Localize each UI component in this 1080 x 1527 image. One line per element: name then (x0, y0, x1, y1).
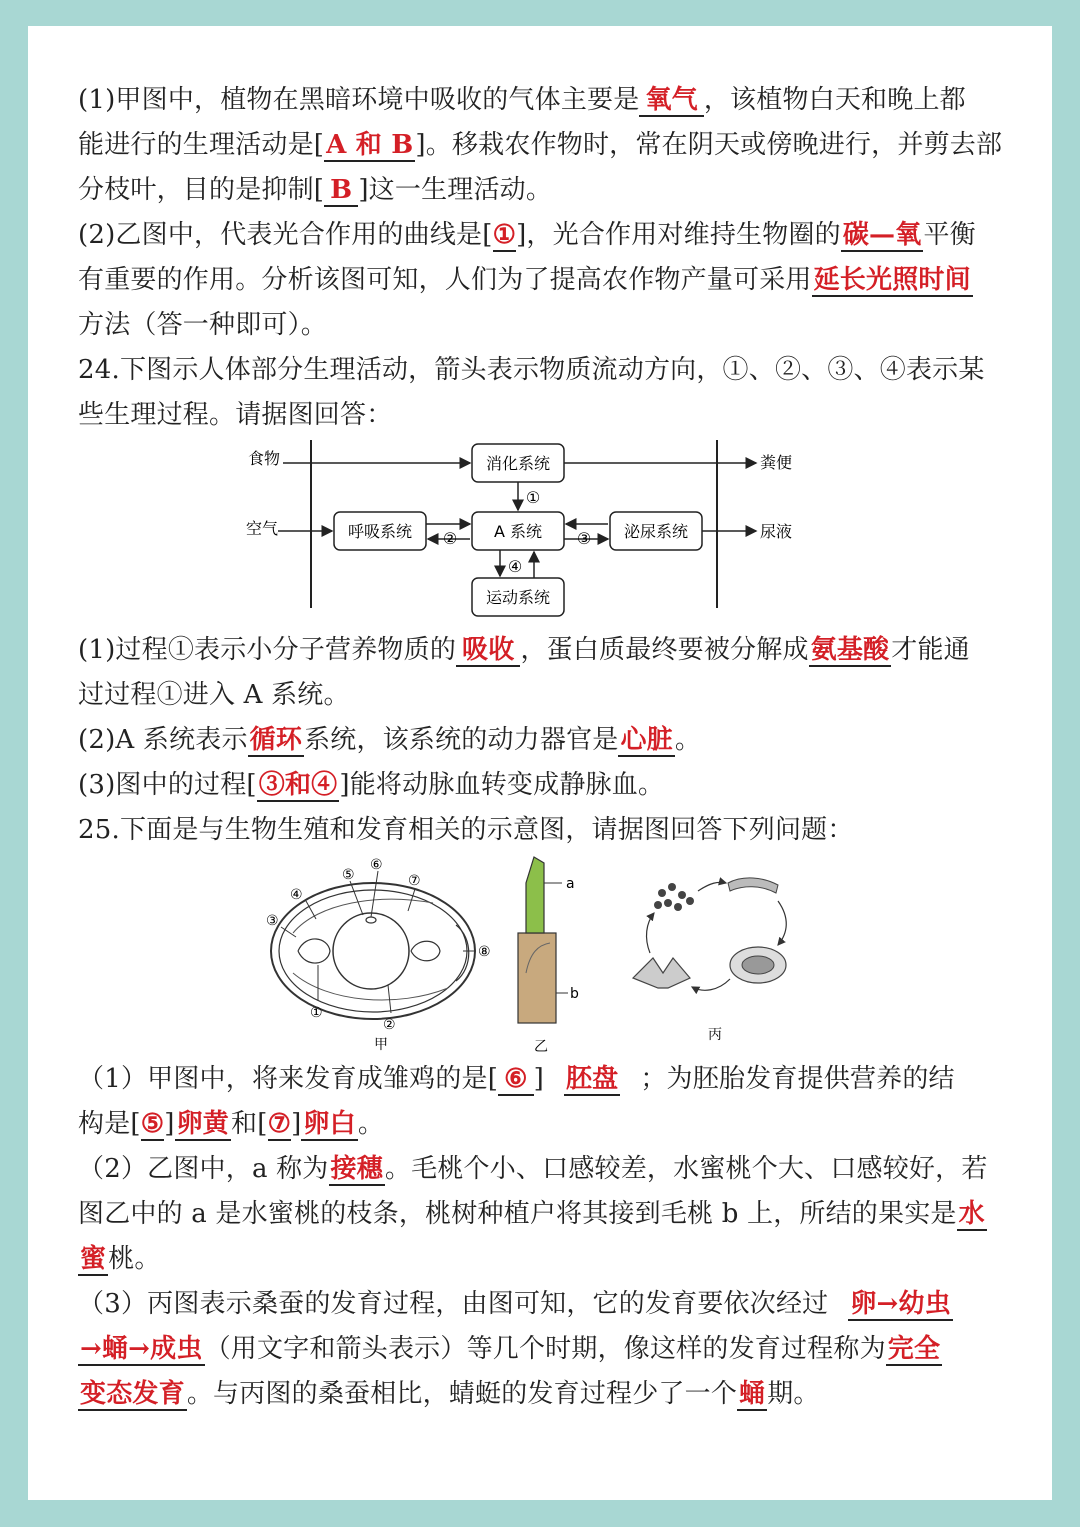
label-1: ① (310, 1005, 323, 1021)
answer-blank: 氧气 (639, 85, 703, 117)
answer-blank: 延长光照时间 (813, 265, 971, 295)
flow-diagram-svg (78, 440, 1008, 620)
text: 。 (357, 1109, 385, 1139)
text: ] (533, 1064, 544, 1094)
figures-svg (78, 853, 1008, 1053)
label-b: b (570, 986, 579, 1002)
cycle-arrow (692, 979, 730, 990)
q25-stem-line (78, 808, 1008, 853)
q25-p3-line3 (78, 1372, 1008, 1417)
digestive-system-label: 消化系统 (485, 454, 551, 473)
answer-blank: 蜜 (80, 1244, 107, 1274)
text: ]能将动脉血转变成静脉血。 (339, 770, 665, 800)
egg-diagram (266, 857, 491, 1053)
answer-blank: 心脏 (620, 725, 673, 755)
urine-label: 尿液 (760, 522, 793, 541)
pupa (742, 956, 774, 974)
text: ] (164, 1109, 175, 1139)
q24-p2-line (78, 718, 1008, 763)
reproduction-figures (78, 853, 1008, 1053)
cycle-arrow (698, 882, 726, 891)
adult-moth (633, 958, 690, 988)
q25-p2-line3 (78, 1237, 1008, 1282)
text: (1)过程①表示小分子营养物质的 (78, 635, 457, 665)
text: （2）乙图中，a 称为 (78, 1154, 329, 1184)
text: 构是[ (78, 1109, 141, 1139)
text: 平衡 (923, 220, 976, 250)
rootstock (518, 933, 556, 1023)
a-system-label: A 系统 (493, 522, 543, 541)
q24-p1-line1 (78, 628, 1008, 673)
label-8: ⑧ (478, 944, 491, 960)
text: 有重要的作用。分析该图可知，人们为了提高农作物产量可采用 (78, 265, 812, 295)
q23-p1-line2 (78, 123, 1008, 168)
q25-p2-line1 (78, 1147, 1008, 1192)
q23-p1-line1 (78, 78, 1008, 123)
text: ]。移栽农作物时，常在阴天或傍晚进行，并剪去部 (415, 130, 1003, 160)
figure-label-bing: 丙 (708, 1027, 722, 1043)
worksheet-content (78, 78, 1008, 1417)
motor-system-label: 运动系统 (485, 588, 551, 607)
larva (728, 878, 778, 893)
circle-1-label: ① (525, 488, 541, 507)
text: ] (291, 1109, 302, 1139)
scion (526, 857, 544, 933)
answer-blank: B (324, 175, 358, 207)
text: 期。 (767, 1379, 820, 1409)
circle-3-label: ③ (576, 529, 592, 548)
q23-p2-line1 (78, 213, 1008, 258)
answer-blank: A 和 B (326, 130, 414, 160)
answer-blank: 蛹 (739, 1379, 766, 1409)
answer-blank: ① (492, 220, 517, 250)
figure-label-jia: 甲 (374, 1037, 388, 1053)
label-4: ④ (290, 887, 303, 903)
answer-blank: ⑥ (498, 1064, 534, 1096)
text: (1)甲图中，植物在黑暗环境中吸收的气体主要是 (78, 85, 640, 115)
text: (2)乙图中，代表光合作用的曲线是[ (78, 220, 493, 250)
text: 方法（答一种即可）。 (78, 310, 328, 340)
answer-blank: 卵白 (303, 1109, 356, 1139)
q24-p3-line (78, 763, 1008, 808)
answer-blank: 水 (958, 1199, 985, 1229)
q25-p1-line1 (78, 1057, 1008, 1102)
cycle-arrow (647, 913, 654, 953)
q25-p3-line2 (78, 1327, 1008, 1372)
q25-p2-line2 (78, 1192, 1008, 1237)
silkworm-lifecycle-diagram (633, 878, 786, 1043)
q25-p1-line2 (78, 1102, 1008, 1147)
respiratory-system-label: 呼吸系统 (347, 522, 413, 541)
question-stem: 24.下图示人体部分生理活动，箭头表示物质流动方向，①、②、③、④表示某 (78, 355, 985, 385)
text: 分枝叶，目的是抑制[ (78, 175, 325, 205)
label-5: ⑤ (342, 867, 355, 883)
text: （用文字和箭头表示）等几个时期，像这样的发育过程称为 (204, 1334, 886, 1364)
text: 才能通 (891, 635, 970, 665)
answer-blank: 氨基酸 (810, 635, 890, 665)
graft-diagram (518, 857, 579, 1053)
text: 图乙中的 a 是水蜜桃的枝条，桃树种植户将其接到毛桃 b 上，所结的果实是 (78, 1199, 957, 1229)
text: 。 (674, 725, 702, 755)
urinary-system-label: 泌尿系统 (623, 522, 689, 541)
answer-blank: 循环 (249, 725, 303, 755)
text: （1）甲图中，将来发育成雏鸡的是[ (78, 1064, 499, 1094)
text: 系统，该系统的动力器官是 (304, 725, 619, 755)
eggs-cluster (654, 883, 694, 911)
label-3: ③ (266, 913, 279, 929)
answer-blank: 胚盘 (565, 1064, 619, 1094)
text: ]这一生理活动。 (358, 175, 553, 205)
answer-blank: 碳—氧 (842, 220, 922, 250)
q24-stem-line1 (78, 348, 1008, 393)
air-label: 空气 (246, 519, 279, 538)
text: （3）丙图表示桑蚕的发育过程，由图可知，它的发育要依次经过 (78, 1289, 829, 1319)
yolk (333, 913, 409, 989)
label-6: ⑥ (370, 857, 383, 873)
answer-blank: ⑦ (267, 1109, 292, 1139)
text: (3)图中的过程[ (78, 770, 257, 800)
q24-stem-line2 (78, 393, 1008, 438)
text: ；为胚胎发育提供营养的结 (640, 1064, 955, 1094)
food-label: 食物 (248, 449, 281, 468)
page-card (28, 26, 1052, 1500)
text: 。毛桃个小、口感较差，水蜜桃个大、口感较好，若 (384, 1154, 988, 1184)
answer-blank: 卵黄 (176, 1109, 230, 1139)
text: 过过程①进入 A 系统。 (78, 680, 350, 710)
q23-p2-line3 (78, 303, 1008, 348)
circle-2-label: ② (442, 529, 458, 548)
text: 桃。 (108, 1244, 161, 1274)
q24-p1-line2 (78, 673, 1008, 718)
q23-p1-line3 (78, 168, 1008, 213)
question-stem: 25.下面是与生物生殖和发育相关的示意图，请据图回答下列问题： (78, 815, 854, 845)
answer-blank: 完全 (887, 1334, 941, 1364)
figure-label-yi: 乙 (534, 1039, 548, 1053)
text: (2)A 系统表示 (78, 725, 248, 755)
text: 。与丙图的桑蚕相比，蜻蜓的发育过程少了一个 (186, 1379, 738, 1409)
q25-p3-line1 (78, 1282, 1008, 1327)
circle-4-label: ④ (507, 557, 523, 576)
physiology-flow-diagram (78, 440, 1008, 620)
question-stem: 些生理过程。请据图回答： (78, 400, 393, 430)
answer-blank: ③和④ (258, 770, 338, 800)
answer-blank: 变态发育 (80, 1379, 185, 1409)
label-2: ② (383, 1017, 396, 1033)
answer-blank: 卵→幼虫 (850, 1289, 951, 1319)
text: ]，光合作用对维持生物圈的 (516, 220, 841, 250)
answer-blank: ⑤ (140, 1109, 165, 1139)
feces-label: 粪便 (760, 453, 793, 472)
answer-blank: 接穗 (330, 1154, 383, 1184)
text: ，蛋白质最终要被分解成 (520, 635, 809, 665)
label-7: ⑦ (408, 873, 421, 889)
answer-blank: →蛹→成虫 (80, 1334, 203, 1364)
q23-p2-line2 (78, 258, 1008, 303)
cycle-arrow (778, 901, 786, 945)
text: 和[ (231, 1109, 268, 1139)
label-a: a (566, 876, 575, 892)
answer-blank: 吸收 (456, 635, 520, 667)
text: 能进行的生理活动是[ (78, 130, 325, 160)
text: ，该植物白天和晚上都 (703, 85, 966, 115)
